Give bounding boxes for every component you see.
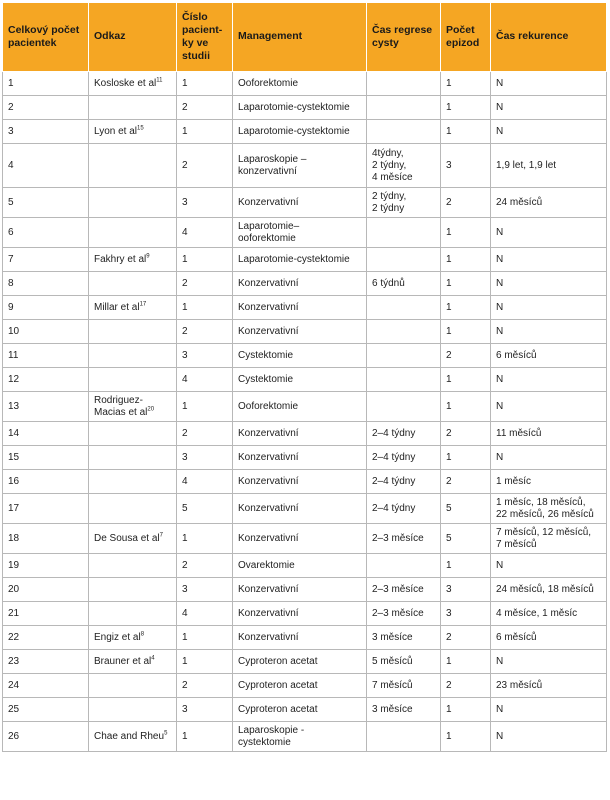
cell-management: Konzervativní	[233, 626, 367, 650]
cell-episode-count: 1	[441, 368, 491, 392]
cell-recurrence-time: N	[491, 698, 607, 722]
table-row	[3, 344, 607, 368]
cell-reference	[89, 722, 177, 752]
cell-reference	[89, 626, 177, 650]
cell-management: Konzervativní	[233, 320, 367, 344]
table-row	[3, 296, 607, 320]
cell-total-patients: 5	[3, 188, 89, 218]
cell-total-patients: 19	[3, 554, 89, 578]
cell-episode-count: 1	[441, 120, 491, 144]
cell-regression-time	[367, 296, 441, 320]
cell-recurrence-time: N	[491, 722, 607, 752]
cell-regression-time	[367, 368, 441, 392]
cell-recurrence-time: N	[491, 248, 607, 272]
cell-management: Cyproteron acetat	[233, 674, 367, 698]
cell-recurrence-time: N	[491, 96, 607, 120]
table-row	[3, 188, 607, 218]
cell-patient-number: 4	[177, 368, 233, 392]
citation-number: 7	[159, 532, 163, 539]
cell-reference	[89, 272, 177, 296]
table-row	[3, 272, 607, 296]
cell-reference	[89, 368, 177, 392]
cell-episode-count: 5	[441, 494, 491, 524]
data-table-container	[2, 2, 606, 752]
table-row	[3, 524, 607, 554]
cell-patient-number: 2	[177, 144, 233, 188]
cell-recurrence-time: N	[491, 272, 607, 296]
cell-patient-number: 3	[177, 344, 233, 368]
cell-regression-time: 2–4 týdny	[367, 422, 441, 446]
cell-episode-count: 1	[441, 650, 491, 674]
table-row	[3, 120, 607, 144]
header-row	[3, 3, 607, 72]
cell-episode-count: 1	[441, 392, 491, 422]
cell-recurrence-time: N	[491, 554, 607, 578]
cell-recurrence-time: 1 měsíc, 18 měsíců, 22 měsíců, 26 měsíců	[491, 494, 607, 524]
cell-regression-time: 3 měsíce	[367, 698, 441, 722]
cell-management: Laparotomie– ooforektomie	[233, 218, 367, 248]
cell-regression-time: 3 měsíce	[367, 626, 441, 650]
cell-patient-number: 3	[177, 188, 233, 218]
cell-recurrence-time: N	[491, 120, 607, 144]
cell-regression-time: 6 týdnů	[367, 272, 441, 296]
cell-management: Konzervativní	[233, 470, 367, 494]
table-row	[3, 446, 607, 470]
cell-management: Konzervativní	[233, 524, 367, 554]
cell-patient-number: 1	[177, 524, 233, 554]
cell-patient-number: 5	[177, 494, 233, 524]
cell-management: Konzervativní	[233, 446, 367, 470]
cell-recurrence-time: 1 měsíc	[491, 470, 607, 494]
cell-regression-time: 2 týdny, 2 týdny	[367, 188, 441, 218]
table-header	[3, 3, 607, 72]
header-patient-number: Číslo pacient-ky ve studii	[177, 3, 233, 72]
cell-regression-time	[367, 72, 441, 96]
cell-management: Cyproteron acetat	[233, 698, 367, 722]
cell-recurrence-time: N	[491, 650, 607, 674]
cell-management: Cystektomie	[233, 368, 367, 392]
citation-number: 5	[164, 730, 168, 737]
cell-episode-count: 1	[441, 96, 491, 120]
cell-management: Konzervativní	[233, 188, 367, 218]
cell-recurrence-time: 24 měsíců	[491, 188, 607, 218]
cell-recurrence-time: N	[491, 218, 607, 248]
cell-management: Konzervativní	[233, 272, 367, 296]
cell-regression-time	[367, 320, 441, 344]
cell-recurrence-time: 6 měsíců	[491, 344, 607, 368]
cell-episode-count: 3	[441, 144, 491, 188]
cell-patient-number: 2	[177, 320, 233, 344]
cell-episode-count: 3	[441, 578, 491, 602]
cell-regression-time: 4týdny, 2 týdny, 4 měsíce	[367, 144, 441, 188]
cell-reference	[89, 344, 177, 368]
reference-text: De Sousa et al	[94, 532, 160, 544]
cell-patient-number: 3	[177, 446, 233, 470]
cell-reference	[89, 524, 177, 554]
table-row	[3, 392, 607, 422]
cell-episode-count: 1	[441, 722, 491, 752]
cell-regression-time: 2–4 týdny	[367, 470, 441, 494]
cell-regression-time	[367, 96, 441, 120]
table-row	[3, 368, 607, 392]
cell-reference	[89, 72, 177, 96]
cell-episode-count: 1	[441, 218, 491, 248]
cell-patient-number: 4	[177, 602, 233, 626]
table-row	[3, 650, 607, 674]
citation-number: 20	[147, 406, 155, 413]
table-row	[3, 470, 607, 494]
cell-reference	[89, 120, 177, 144]
cell-management: Ooforektomie	[233, 392, 367, 422]
cell-total-patients: 10	[3, 320, 89, 344]
cell-total-patients: 3	[3, 120, 89, 144]
cell-reference	[89, 248, 177, 272]
cell-reference	[89, 698, 177, 722]
cell-total-patients: 17	[3, 494, 89, 524]
reference-text: Brauner et al	[94, 655, 152, 667]
cell-management: Laparotomie-cystektomie	[233, 120, 367, 144]
table-row	[3, 674, 607, 698]
cell-total-patients: 13	[3, 392, 89, 422]
cell-total-patients: 4	[3, 144, 89, 188]
cell-total-patients: 25	[3, 698, 89, 722]
cell-total-patients: 7	[3, 248, 89, 272]
cell-management: Konzervativní	[233, 602, 367, 626]
cell-patient-number: 1	[177, 392, 233, 422]
citation-number: 11	[156, 77, 163, 84]
cell-regression-time	[367, 218, 441, 248]
cell-regression-time: 7 měsíců	[367, 674, 441, 698]
cell-patient-number: 1	[177, 722, 233, 752]
cell-patient-number: 3	[177, 578, 233, 602]
cell-management: Laparotomie-cystektomie	[233, 248, 367, 272]
cell-total-patients: 14	[3, 422, 89, 446]
cell-patient-number: 1	[177, 650, 233, 674]
cell-reference	[89, 218, 177, 248]
cell-total-patients: 1	[3, 72, 89, 96]
cell-management: Konzervativní	[233, 578, 367, 602]
table-row	[3, 554, 607, 578]
cell-total-patients: 11	[3, 344, 89, 368]
cell-patient-number: 4	[177, 218, 233, 248]
cell-management: Ovarektomie	[233, 554, 367, 578]
cell-total-patients: 6	[3, 218, 89, 248]
cell-reference	[89, 144, 177, 188]
cell-reference	[89, 470, 177, 494]
table-row	[3, 72, 607, 96]
table-row	[3, 144, 607, 188]
cell-patient-number: 3	[177, 698, 233, 722]
cell-total-patients: 12	[3, 368, 89, 392]
cell-recurrence-time: N	[491, 72, 607, 96]
cell-recurrence-time: N	[491, 368, 607, 392]
cell-regression-time	[367, 248, 441, 272]
cell-regression-time	[367, 722, 441, 752]
cell-episode-count: 2	[441, 470, 491, 494]
cell-recurrence-time: 23 měsíců	[491, 674, 607, 698]
cell-episode-count: 1	[441, 272, 491, 296]
cell-patient-number: 2	[177, 272, 233, 296]
cell-management: Konzervativní	[233, 422, 367, 446]
citation-number: 8	[140, 631, 145, 638]
cell-recurrence-time: 11 měsíců	[491, 422, 607, 446]
header-recurrence-time: Čas rekurence	[491, 3, 607, 72]
header-management: Management	[233, 3, 367, 72]
reference-text: Fakhry et al	[94, 253, 147, 265]
cell-recurrence-time: N	[491, 446, 607, 470]
cell-episode-count: 1	[441, 446, 491, 470]
cell-regression-time: 2–3 měsíce	[367, 578, 441, 602]
cell-management: Laparoskopie - cystektomie	[233, 722, 367, 752]
cell-reference	[89, 392, 177, 422]
citation-number: 15	[137, 125, 144, 132]
table-row	[3, 320, 607, 344]
cell-episode-count: 1	[441, 554, 491, 578]
cell-management: Laparotomie-cystektomie	[233, 96, 367, 120]
header-reference: Odkaz	[89, 3, 177, 72]
cell-patient-number: 1	[177, 120, 233, 144]
header-total-patients: Celkový počet pacientek	[3, 3, 89, 72]
cell-regression-time: 5 měsíců	[367, 650, 441, 674]
reference-text: Millar et al	[94, 301, 140, 313]
cell-recurrence-time: N	[491, 392, 607, 422]
cell-reference	[89, 320, 177, 344]
cell-total-patients: 2	[3, 96, 89, 120]
citation-number: 17	[139, 301, 147, 308]
cell-total-patients: 15	[3, 446, 89, 470]
cell-total-patients: 9	[3, 296, 89, 320]
cell-patient-number: 1	[177, 296, 233, 320]
cell-patient-number: 1	[177, 248, 233, 272]
cell-regression-time	[367, 344, 441, 368]
reference-text: Engiz et al	[94, 631, 141, 643]
cell-regression-time: 2–3 měsíce	[367, 602, 441, 626]
citation-number: 9	[146, 253, 150, 260]
cell-total-patients: 8	[3, 272, 89, 296]
data-table	[2, 2, 607, 752]
cell-episode-count: 1	[441, 72, 491, 96]
cell-regression-time	[367, 554, 441, 578]
cell-episode-count: 2	[441, 344, 491, 368]
header-episode-count: Počet epizod	[441, 3, 491, 72]
cell-patient-number: 1	[177, 626, 233, 650]
table-row	[3, 722, 607, 752]
reference-text: Chae and Rheu	[94, 730, 165, 742]
cell-recurrence-time: N	[491, 320, 607, 344]
cell-episode-count: 1	[441, 248, 491, 272]
cell-reference	[89, 96, 177, 120]
header-regression-time: Čas regrese cysty	[367, 3, 441, 72]
cell-management: Laparoskopie – konzervativní	[233, 144, 367, 188]
cell-episode-count: 5	[441, 524, 491, 554]
table-row	[3, 96, 607, 120]
cell-recurrence-time: 7 měsíců, 12 měsíců, 7 měsíců	[491, 524, 607, 554]
cell-episode-count: 2	[441, 674, 491, 698]
cell-reference	[89, 494, 177, 524]
cell-recurrence-time: 6 měsíců	[491, 626, 607, 650]
cell-reference	[89, 674, 177, 698]
cell-reference	[89, 578, 177, 602]
cell-recurrence-time: N	[491, 296, 607, 320]
cell-total-patients: 23	[3, 650, 89, 674]
cell-management: Konzervativní	[233, 494, 367, 524]
table-body	[3, 72, 607, 752]
cell-total-patients: 24	[3, 674, 89, 698]
cell-reference	[89, 446, 177, 470]
cell-management: Konzervativní	[233, 296, 367, 320]
cell-patient-number: 1	[177, 72, 233, 96]
cell-recurrence-time: 24 měsíců, 18 měsíců	[491, 578, 607, 602]
cell-recurrence-time: 4 měsíce, 1 měsíc	[491, 602, 607, 626]
cell-patient-number: 2	[177, 96, 233, 120]
cell-episode-count: 2	[441, 626, 491, 650]
cell-patient-number: 2	[177, 554, 233, 578]
cell-regression-time	[367, 120, 441, 144]
table-row	[3, 626, 607, 650]
cell-regression-time: 2–4 týdny	[367, 446, 441, 470]
cell-episode-count: 1	[441, 320, 491, 344]
citation-number: 4	[151, 655, 155, 662]
cell-management: Ooforektomie	[233, 72, 367, 96]
cell-total-patients: 20	[3, 578, 89, 602]
cell-recurrence-time: 1,9 let, 1,9 let	[491, 144, 607, 188]
cell-management: Cyproteron acetat	[233, 650, 367, 674]
table-row	[3, 578, 607, 602]
cell-management: Cystektomie	[233, 344, 367, 368]
table-row	[3, 698, 607, 722]
cell-total-patients: 21	[3, 602, 89, 626]
cell-total-patients: 16	[3, 470, 89, 494]
cell-patient-number: 2	[177, 422, 233, 446]
cell-episode-count: 1	[441, 296, 491, 320]
reference-text: Lyon et al	[94, 125, 137, 137]
cell-reference	[89, 554, 177, 578]
cell-episode-count: 1	[441, 698, 491, 722]
cell-reference	[89, 188, 177, 218]
cell-total-patients: 18	[3, 524, 89, 554]
cell-reference	[89, 650, 177, 674]
reference-text: Rodriguez- Macias et al	[94, 394, 148, 418]
table-row	[3, 218, 607, 248]
cell-regression-time: 2–3 měsíce	[367, 524, 441, 554]
cell-patient-number: 4	[177, 470, 233, 494]
cell-reference	[89, 602, 177, 626]
table-row	[3, 248, 607, 272]
table-row	[3, 422, 607, 446]
cell-episode-count: 2	[441, 422, 491, 446]
cell-episode-count: 3	[441, 602, 491, 626]
table-row	[3, 494, 607, 524]
cell-total-patients: 22	[3, 626, 89, 650]
cell-regression-time	[367, 392, 441, 422]
cell-patient-number: 2	[177, 674, 233, 698]
cell-reference	[89, 296, 177, 320]
table-row	[3, 602, 607, 626]
cell-episode-count: 2	[441, 188, 491, 218]
reference-text: Kosloske et al	[94, 77, 157, 89]
cell-reference	[89, 422, 177, 446]
cell-total-patients: 26	[3, 722, 89, 752]
cell-regression-time: 2–4 týdny	[367, 494, 441, 524]
